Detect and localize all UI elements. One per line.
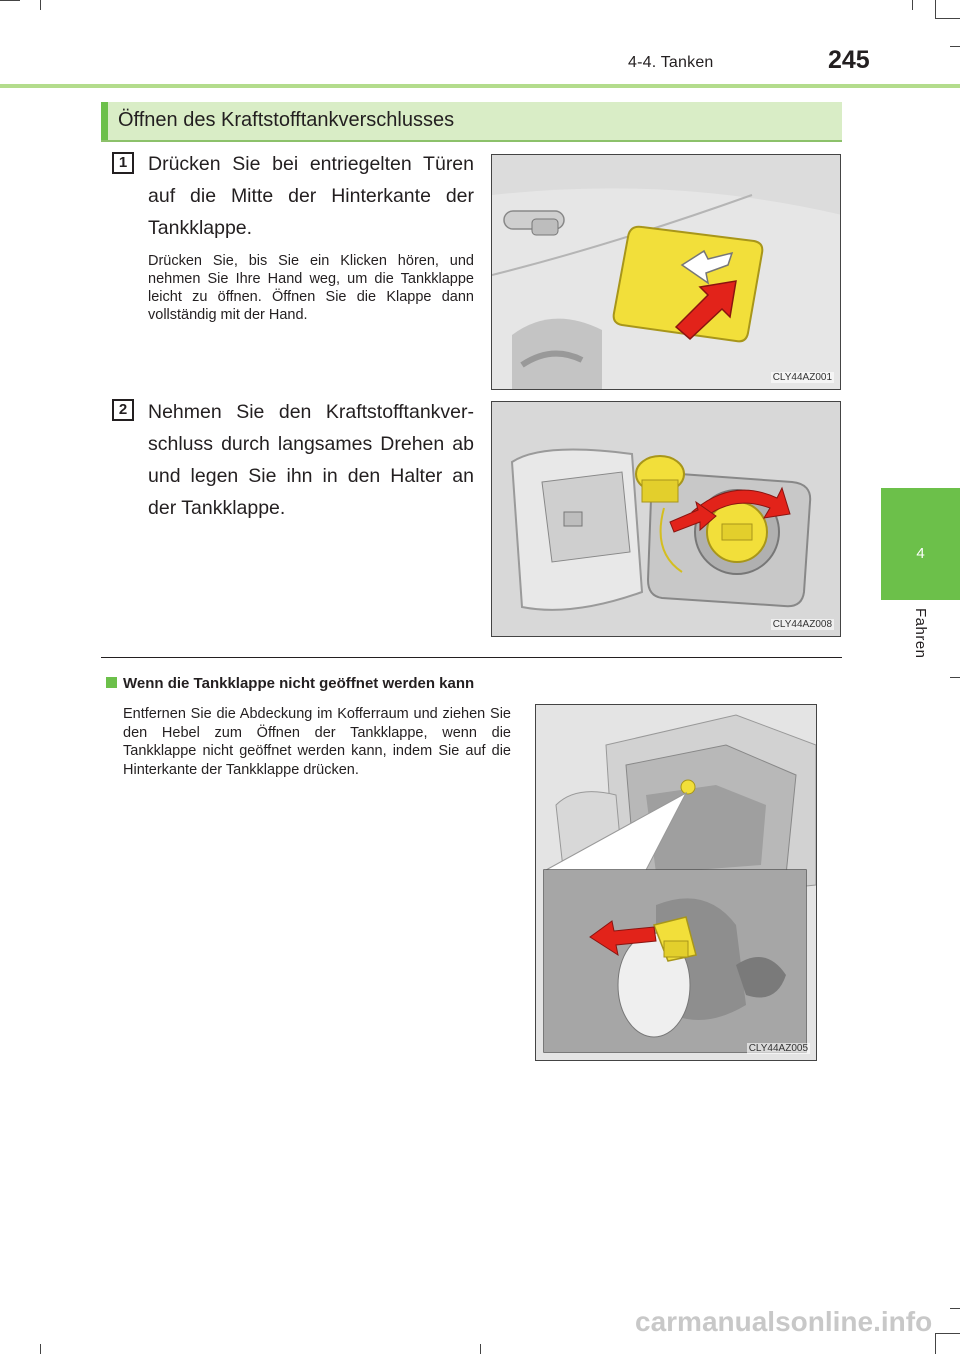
crop-mark [950, 677, 960, 678]
figure-code: CLY44AZ005 [748, 1043, 808, 1054]
header-section-title: 4-4. Tanken [628, 54, 714, 71]
step-1-text: Drücken Sie bei entriegelten Türen auf die Mitte der Hinterkante der Tankklappe. [148, 153, 474, 239]
footer-watermark: carmanualsonline.info [635, 1306, 933, 1337]
figure-trunk-lever [535, 704, 817, 1061]
fuel-cap-illustration [492, 402, 841, 637]
crop-mark [935, 18, 960, 19]
step-1-subtext: Drücken Sie, bis Sie ein Klicken hören, und nehmen Sie Ihre Hand weg, um die Tankklappe leicht zu öffnen. Öffnen Sie die Klappe dann vollständig mit der Hand. [148, 253, 474, 323]
crop-mark [935, 1333, 936, 1354]
figure-fuel-cap-remove [491, 401, 841, 637]
crop-mark [40, 0, 41, 10]
section-divider [101, 657, 842, 658]
crop-mark [0, 0, 20, 1]
section-heading-bar [101, 102, 842, 142]
step-number-1: 1 [112, 152, 134, 174]
figure-fuel-flap-press [491, 154, 841, 390]
chapter-tab [881, 488, 960, 600]
crop-mark [950, 1308, 960, 1309]
step-number-2: 2 [112, 399, 134, 421]
chapter-label: Fahren [912, 608, 929, 659]
chapter-number: 4 [916, 545, 925, 562]
figure-code: CLY44AZ001 [772, 372, 832, 383]
section-accent [101, 102, 108, 140]
square-bullet-icon [106, 677, 117, 688]
crop-mark [950, 46, 960, 47]
crop-mark [912, 0, 913, 10]
crop-mark [480, 1344, 481, 1354]
step-2-text: Nehmen Sie den Kraftstofftankver- schluss durch langsames Drehen ab und legen Sie ihn in den Halter an der Tankklappe. [148, 401, 474, 519]
page-number: 245 [828, 46, 870, 74]
note-text: Entfernen Sie die Abdeckung im Kofferraum und ziehen Sie den Hebel zum Öffnen der Tankklappe, wenn die Tankklappe nicht geöffnet werden kann, indem Sie auf die Hinterkante der Tankklappe drücken. [123, 706, 511, 778]
crop-mark [935, 1333, 960, 1334]
crop-mark [40, 1344, 41, 1354]
section-title: Öffnen des Kraftstofftankverschlusses [118, 109, 455, 131]
crop-mark [935, 0, 936, 19]
header-rule [0, 84, 960, 88]
note-heading-text: Wenn die Tankklappe nicht geöffnet werden kann [123, 675, 475, 692]
note-heading [106, 675, 474, 692]
trunk-lever-illustration [536, 705, 817, 1061]
figure-code: CLY44AZ008 [772, 619, 832, 630]
fuel-flap-illustration [492, 155, 841, 390]
